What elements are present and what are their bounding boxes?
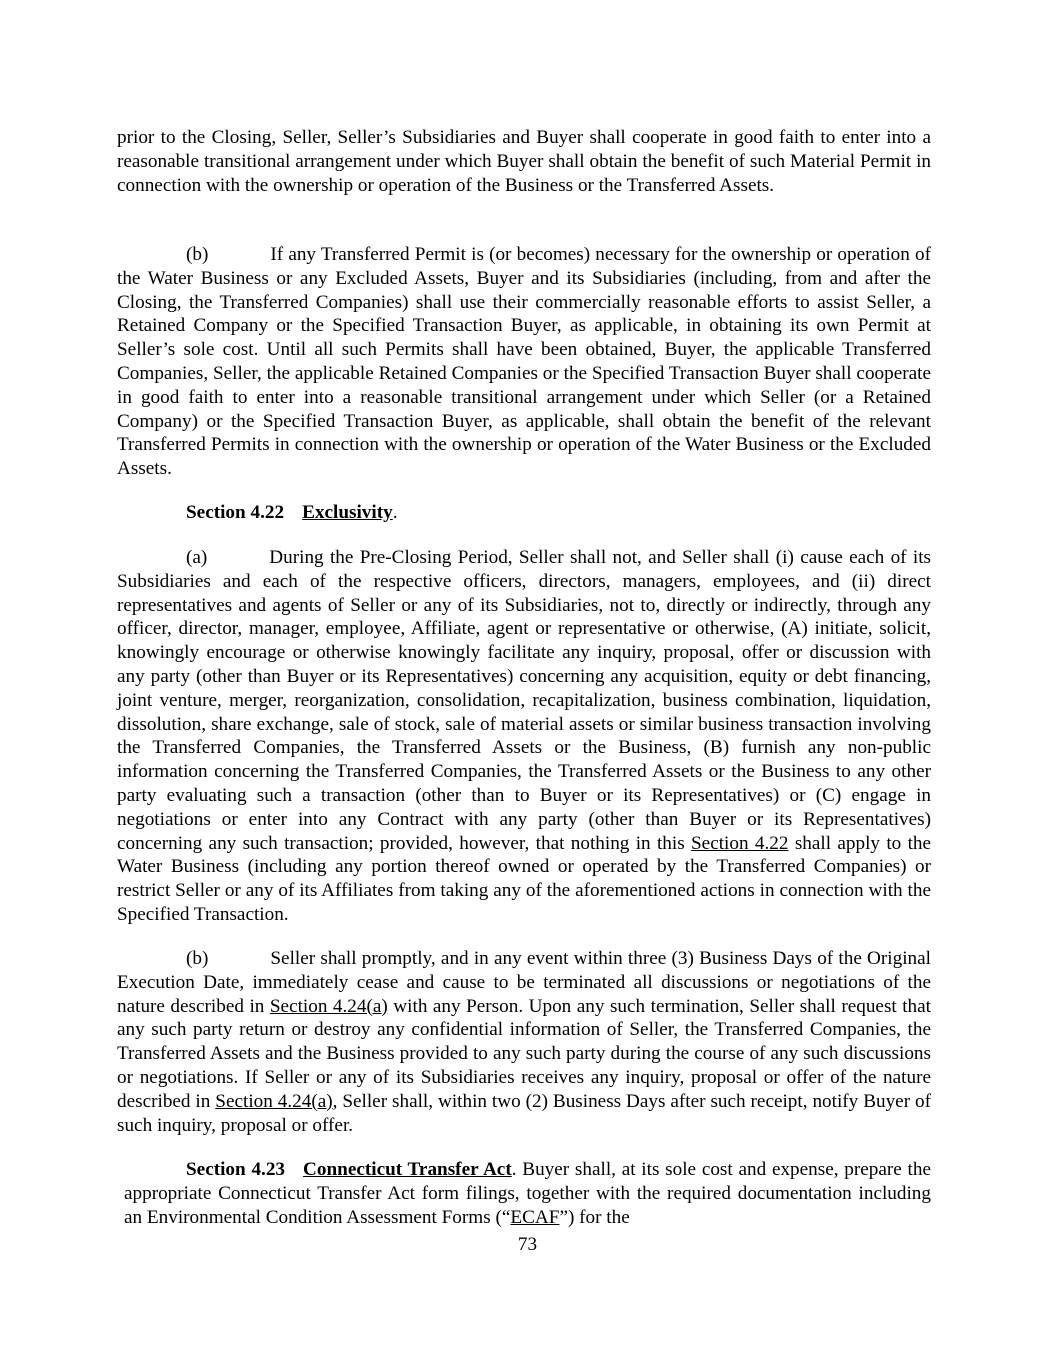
paragraph-label: (b) — [186, 244, 209, 265]
page-number: 73 — [517, 1234, 538, 1255]
paragraph-text: If any Transferred Permit is (or becomes) necessary for the ownership or operation of the Water Business or any Excluded Assets, Buyer and its Subsidiaries (including, from and after the Closing, the Transferred Companies) shall use their commercially reasonable efforts to assist Seller, a Retained Company or the Specified Transaction Buyer, as applicable, in obtaining its own Permit at Seller’s sole cost. Until all such Permits shall have been obtained, Buyer, the applicable Transferred Companies, Seller, the applicable Retained Companies or the Specified Transaction Buyer shall cooperate in good faith to enter into a reasonable transitional arrangement under which Seller (or a Retained Company) or the Specified Transaction Buyer, as applicable, shall obtain the benefit of the relevant Transferred Permits in connection with the ownership or operation of the Water Business or the Excluded Assets. — [117, 244, 931, 480]
paragraph-text: Seller shall promptly, and in any event within three (3) Business Days of the Original Execution Date, immediately cease and cause to be terminated all discussions or negotiations of the nature described in — [117, 948, 931, 1017]
section-title: Exclusivity — [302, 502, 393, 523]
paragraph-text: with any Person. Upon any such termination, Seller shall request that any such party return or destroy any confidential information of Seller, the Transferred Companies, the Transferred Assets and the Business provided to any such party during the course of any such discussions or negotiations. If Seller or any of its Subsidiaries receives any inquiry, proposal or offer of the nature described in — [117, 995, 932, 1112]
section-number: Section 4.23 — [186, 1159, 286, 1180]
paragraph-b-permits — [117, 243, 931, 481]
paragraph-text: , Seller shall, within two (2) Business Days after such receipt, notify Buyer of such inquiry, proposal or offer. — [117, 1090, 931, 1136]
defined-term-link[interactable]: ECAF — [510, 1206, 560, 1228]
section-4-23-paragraph — [124, 1158, 931, 1229]
section-title: Connecticut Transfer Act — [303, 1159, 512, 1180]
section-reference-link[interactable]: Section 4.22 — [691, 832, 789, 854]
paragraph-text: ”) for the — [559, 1206, 630, 1228]
paragraph-label: (a) — [186, 547, 208, 568]
section-number: Section 4.22 — [186, 502, 285, 523]
paragraph-b-termination — [117, 947, 931, 1137]
paragraph-text: During the Pre-Closing Period, Seller shall not, and Seller shall (i) cause each of its Subsidiaries and each of the respective officers, directors, managers, employees, and (ii) direct representatives and agents of Seller or any of its Subsidiaries, not to, directly or indirectly, through any officer, director, manager, employee, Affiliate, agent or representative or otherwise, (A) initiate, solicit, knowingly encourage or otherwise knowingly facilitate any inquiry, proposal, offer or discussion with any party (other than Buyer or its Representatives) concerning any acquisition, equity or debt financing, joint venture, merger, reorganization, consolidation, recapitalization, business combination, liquidation, dissolution, share exchange, sale of stock, sale of material assets or similar business transaction involving the Transferred Companies, the Transferred Assets or the Business, (B) furnish any non-public information concerning the Transferred Companies, the Transferred Assets or the Business to any other party evaluating such a transaction (other than to Buyer or its Representatives) or (C) engage in negotiations or enter into any Contract with any party (other than Buyer or its Representatives) concerning any such transaction; provided, however, that nothing in this — [117, 547, 931, 854]
section-reference-link[interactable]: Section 4.24(a) — [269, 995, 388, 1017]
paragraph-text: shall apply to the Water Business (including any portion thereof owned or operated by the Transferred Companies) or restrict Seller or any of its Affiliates from taking any of the aforementioned actions in connection with the Specified Transaction. — [117, 832, 932, 925]
paragraph-label: (b) — [186, 948, 209, 969]
paragraph-text: prior to the Closing, Seller, Seller’s Subsidiaries and Buyer shall cooperate in good faith to enter into a reasonable transitional arrangement under which Buyer shall obtain the benefit of such Material Permit in connection with the ownership or operation of the Business or the Transferred Assets. — [117, 127, 931, 196]
section-reference-link[interactable]: Section 4.24(a) — [215, 1090, 333, 1112]
paragraph-continuation — [117, 126, 931, 197]
paragraph-text: . Buyer shall, at its sole cost and expense, prepare the appropriate Connecticut Transfer Act form filings, together with the required documentation including an Environmental Condition Assessment Forms (“ — [124, 1159, 931, 1228]
paragraph-a-exclusivity — [117, 546, 931, 927]
section-title-end: . — [392, 502, 398, 523]
section-4-22-heading — [117, 501, 931, 525]
